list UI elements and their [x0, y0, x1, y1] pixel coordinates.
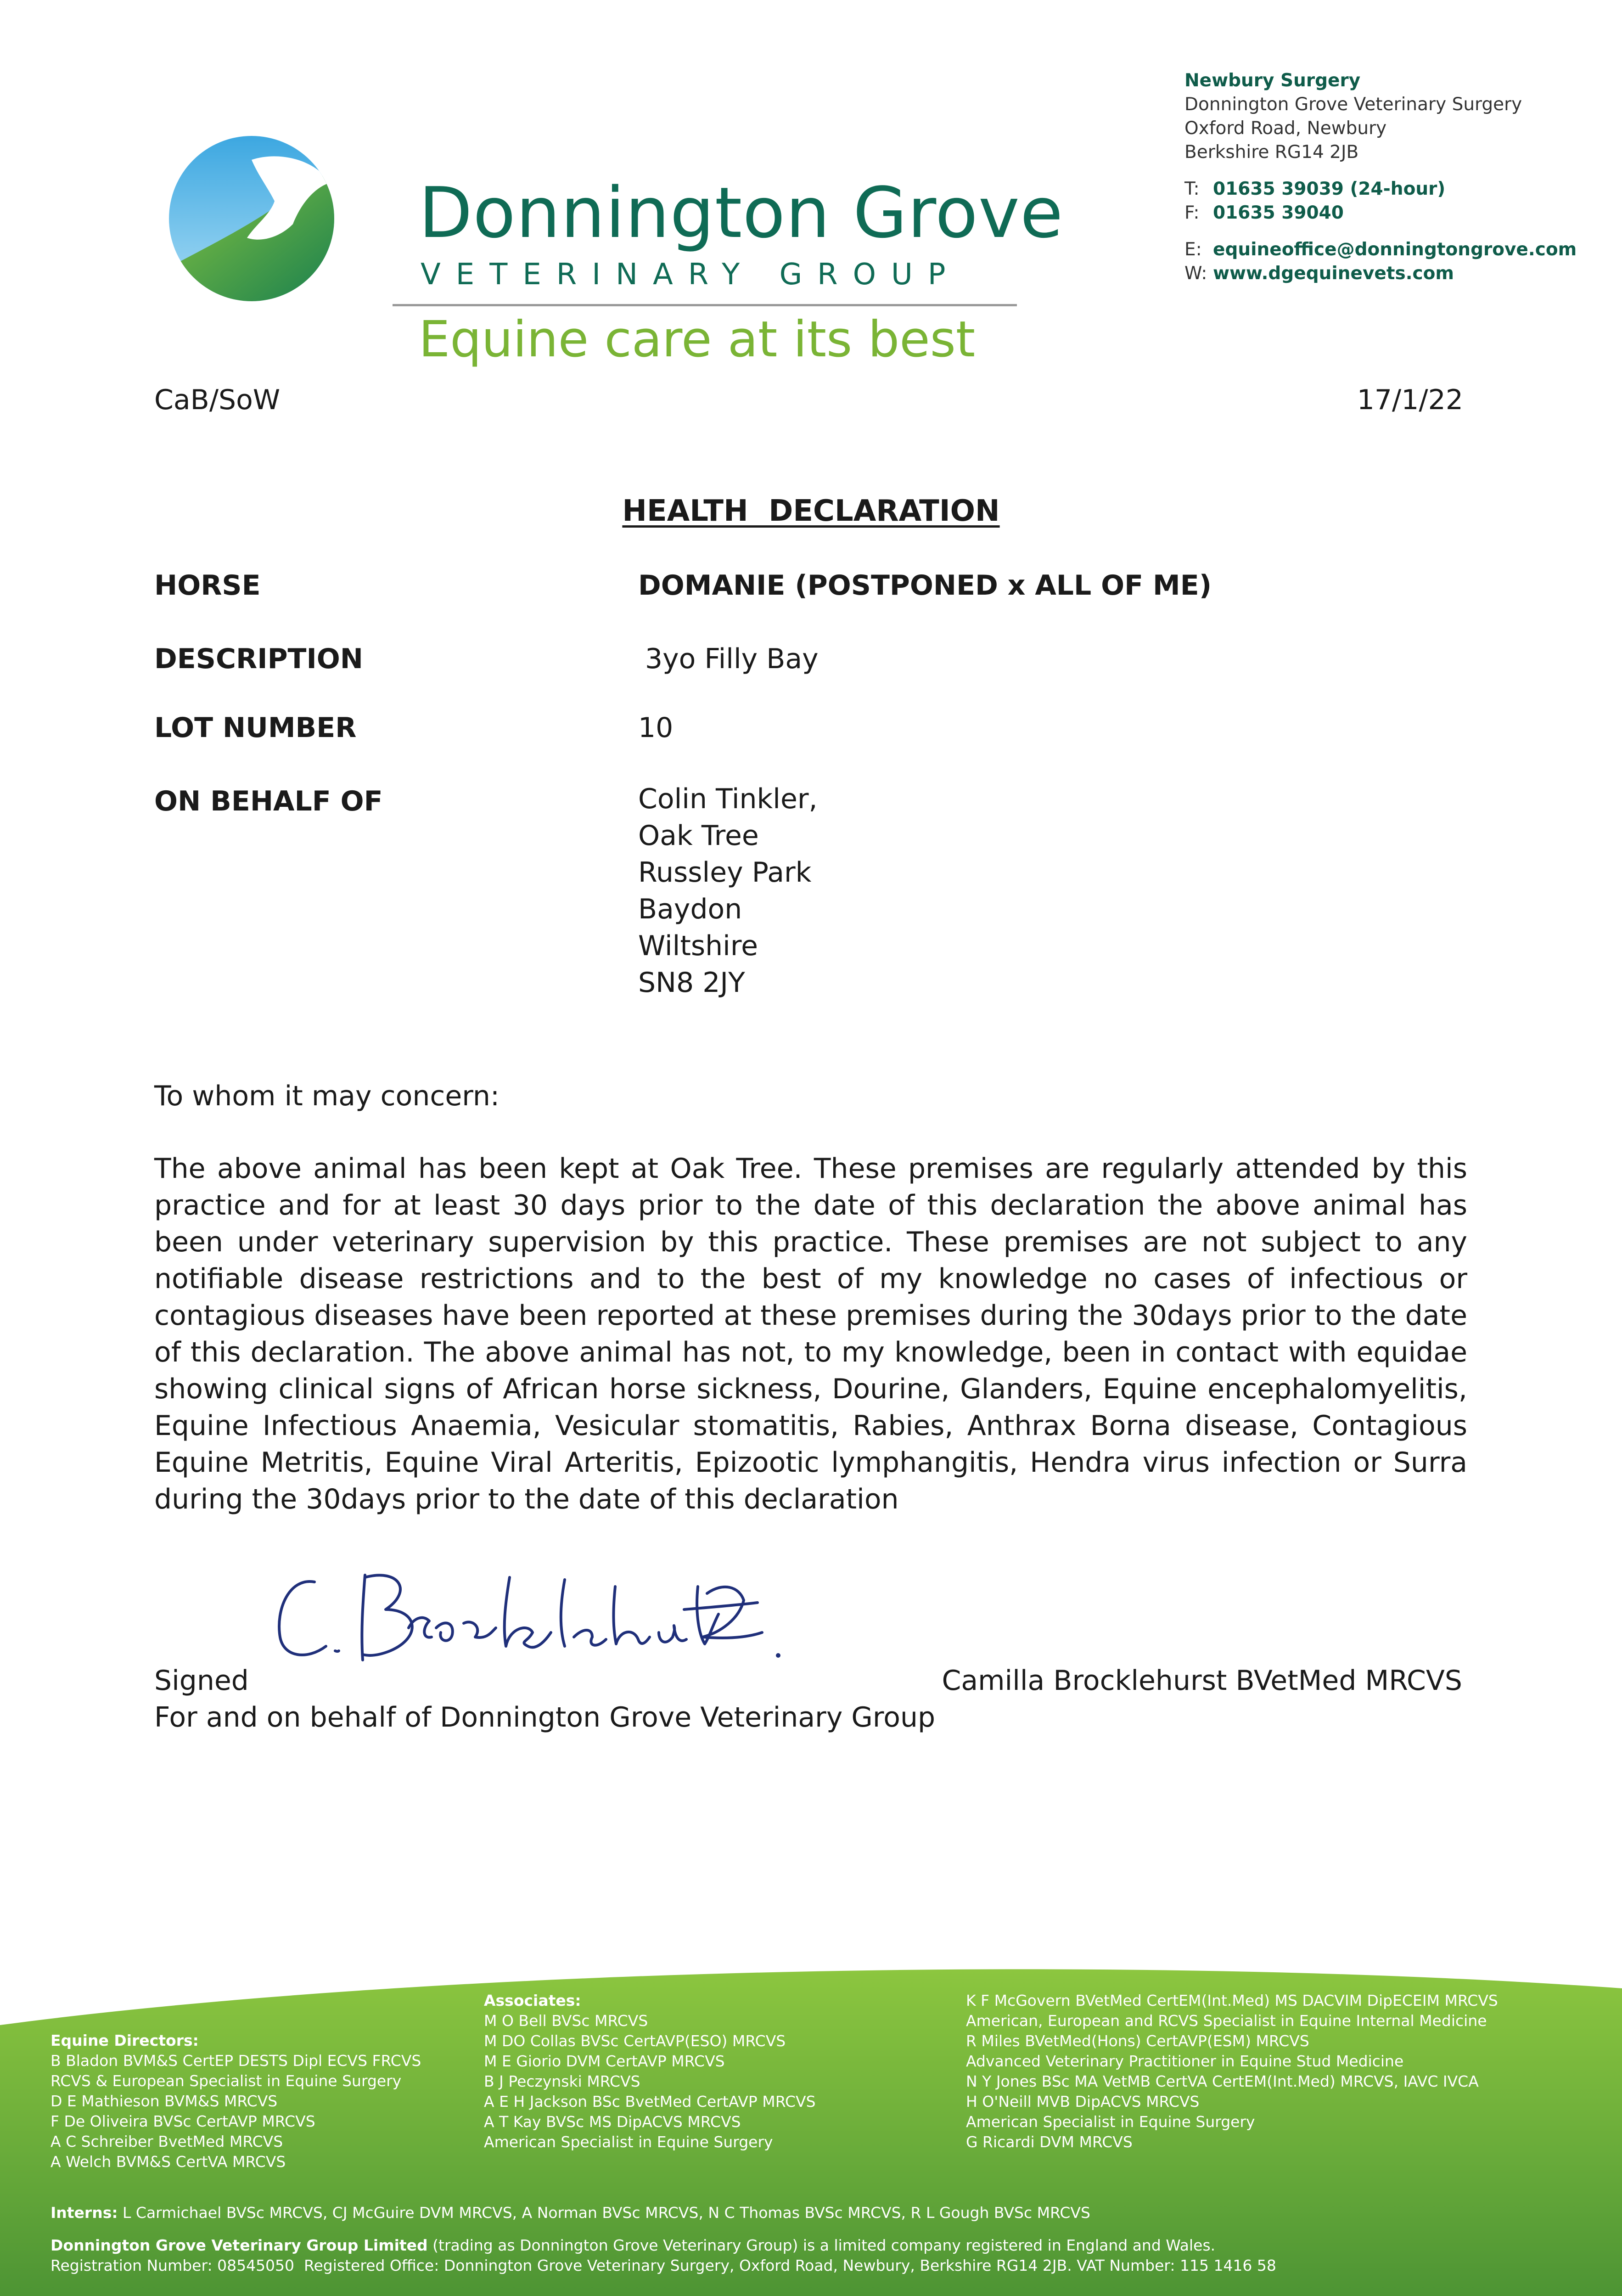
fax-label: F: — [1184, 203, 1200, 223]
company-registration: Registration Number: 08545050 Registered Office: Donnington Grove Veterinary Surgery, Oxford Road, Newbury, Berkshire RG14 2JB. VAT Number: 115 1416 58 — [51, 2257, 1276, 2274]
signer-name: Camilla Brocklehurst BVetMed MRCVS — [942, 1665, 1462, 1697]
company-info — [51, 2235, 1276, 2276]
associate-entry: K F McGovern BVetMed CertEM(Int.Med) MS DACVIM DipECEIM MRCVS — [966, 1992, 1498, 2009]
phone-line — [1184, 177, 1577, 201]
directors-list — [51, 2031, 421, 2172]
interns-label: Interns: — [51, 2204, 118, 2222]
lot-number-label: LOT NUMBER — [154, 712, 357, 744]
horse-value: DOMANIE (POSTPONED x ALL OF ME) — [638, 569, 1212, 602]
associate-entry: American Specialist in Equine Surgery — [966, 2113, 1255, 2131]
associate-entry: A T Kay BVSc MS DipACVS MRCVS — [484, 2113, 741, 2131]
email-link[interactable]: equineoffice@donningtongrove.com — [1213, 239, 1577, 260]
surgery-address-block — [1184, 69, 1577, 286]
brand-logo-icon — [164, 132, 343, 302]
handwritten-signature — [271, 1559, 803, 1683]
owner-address-line: Wiltshire — [638, 930, 758, 962]
address-line: Berkshire RG14 2JB — [1184, 142, 1359, 163]
company-name: Donnington Grove Veterinary Group Limited — [51, 2236, 428, 2254]
associate-entry: A E H Jackson BSc BvetMed CertAVP MRCVS — [484, 2093, 816, 2110]
phone-label: T: — [1184, 179, 1200, 199]
document-title-text: HEALTH DECLARATION — [622, 494, 1000, 528]
brand-name: Donnington Grove — [419, 172, 1064, 253]
owner-address-line: Oak Tree — [638, 820, 759, 852]
directors-heading: Equine Directors: — [51, 2032, 199, 2049]
letter-reference: CaB/SoW — [154, 384, 281, 416]
associates-list-2 — [966, 1991, 1498, 2152]
interns-line — [51, 2203, 1090, 2223]
on-behalf-line: For and on behalf of Donnington Grove Veterinary Group — [154, 1701, 936, 1733]
director-entry: D E Mathieson BVM&S MRCVS — [51, 2092, 278, 2110]
salutation: To whom it may concern: — [154, 1080, 500, 1112]
associate-entry: M E Giorio DVM CertAVP MRCVS — [484, 2052, 725, 2070]
address-line: Oxford Road, Newbury — [1184, 118, 1387, 139]
letter-date: 17/1/22 — [1357, 384, 1463, 416]
associate-entry: B J Peczynski MRCVS — [484, 2072, 640, 2090]
associate-entry: American Specialist in Equine Surgery — [484, 2133, 773, 2151]
on-behalf-label: ON BEHALF OF — [154, 785, 383, 817]
brand-subtitle: VETERINARY GROUP — [421, 258, 961, 292]
horse-label: HORSE — [154, 569, 261, 602]
document-title — [0, 494, 1622, 528]
associate-entry: American, European and RCVS Specialist in Equine Internal Medicine — [966, 2012, 1487, 2030]
address-line: Donnington Grove Veterinary Surgery — [1184, 94, 1522, 115]
associates-heading: Associates: — [484, 1992, 581, 2009]
description-label: DESCRIPTION — [154, 643, 364, 675]
director-entry: A Welch BVM&S CertVA MRCVS — [51, 2153, 286, 2171]
email-label: E: — [1184, 239, 1202, 260]
fax-number: 01635 39040 — [1213, 203, 1344, 223]
associates-list — [484, 1991, 816, 2152]
phone-number: 01635 39039 (24-hour) — [1213, 179, 1446, 199]
brand-tagline: Equine care at its best — [419, 311, 976, 368]
lot-number-value: 10 — [638, 712, 673, 744]
company-line — [51, 2235, 1276, 2256]
email-line — [1184, 238, 1577, 262]
director-entry: A C Schreiber BvetMed MRCVS — [51, 2133, 283, 2150]
director-entry: RCVS & European Specialist in Equine Surgery — [51, 2072, 402, 2090]
fax-line — [1184, 201, 1577, 225]
associate-entry: M O Bell BVSc MRCVS — [484, 2012, 648, 2030]
associate-entry: G Ricardi DVM MRCVS — [966, 2133, 1133, 2151]
declaration-body: The above animal has been kept at Oak Tree. These premises are regularly attended by this practice and for at least 30 days prior to the date of this declaration the above animal has been under veterinary supervision by this practice. These premises are not subject to any notifiable disease restrictions and to the best of my knowledge no cases of infectious or contagious diseases have been reported at these premises during the 30days prior to the date of this declaration. The above animal has not, to my knowledge, been in contact with equidae showing clinical signs of African horse sickness, Dourine, Glanders, Equine encephalomyelitis, Equine Infectious Anaemia, Vesicular stomatitis, Rabies, Anthrax Borna disease, Contagious Equine Metritis, Equine Viral Arteritis, Epizootic lymphangitis, Hendra virus infection or Surra during the 30days prior to the date of this declaration — [154, 1153, 1467, 1515]
owner-address — [638, 781, 818, 1001]
owner-address-line: Russley Park — [638, 856, 812, 889]
owner-address-line: Colin Tinkler, — [638, 783, 818, 815]
director-entry: B Bladon BVM&S CertEP DESTS Dipl ECVS FRCVS — [51, 2052, 421, 2070]
company-text: (trading as Donnington Grove Veterinary Group) is a limited company registered in England and Wales. — [427, 2236, 1216, 2254]
associate-entry: Advanced Veterinary Practitioner in Equine Stud Medicine — [966, 2052, 1404, 2070]
associate-entry: R Miles BVetMed(Hons) CertAVP(ESM) MRCVS — [966, 2032, 1309, 2050]
web-line — [1184, 262, 1577, 286]
director-entry: F De Oliveira BVSc CertAVP MRCVS — [51, 2112, 315, 2130]
web-label: W: — [1184, 263, 1207, 284]
description-value: 3yo Filly Bay — [645, 643, 819, 675]
associate-entry: H O'Neill MVB DipACVS MRCVS — [966, 2093, 1200, 2110]
associate-entry: N Y Jones BSc MA VetMB CertVA CertEM(Int.Med) MRCVS, IAVC IVCA — [966, 2072, 1479, 2090]
owner-address-line: SN8 2JY — [638, 967, 745, 999]
surgery-name: Newbury Surgery — [1184, 70, 1361, 91]
brand-divider — [393, 304, 1017, 306]
signed-label: Signed — [154, 1665, 249, 1697]
associate-entry: M DO Collas BVSc CertAVP(ESO) MRCVS — [484, 2032, 786, 2050]
owner-address-line: Baydon — [638, 893, 742, 925]
interns-names: L Carmichael BVSc MRCVS, CJ McGuire DVM MRCVS, A Norman BVSc MRCVS, N C Thomas BVSc MRCVS, R L Gough BVSc MRCVS — [123, 2204, 1090, 2222]
web-link[interactable]: www.dgequinevets.com — [1213, 263, 1454, 284]
